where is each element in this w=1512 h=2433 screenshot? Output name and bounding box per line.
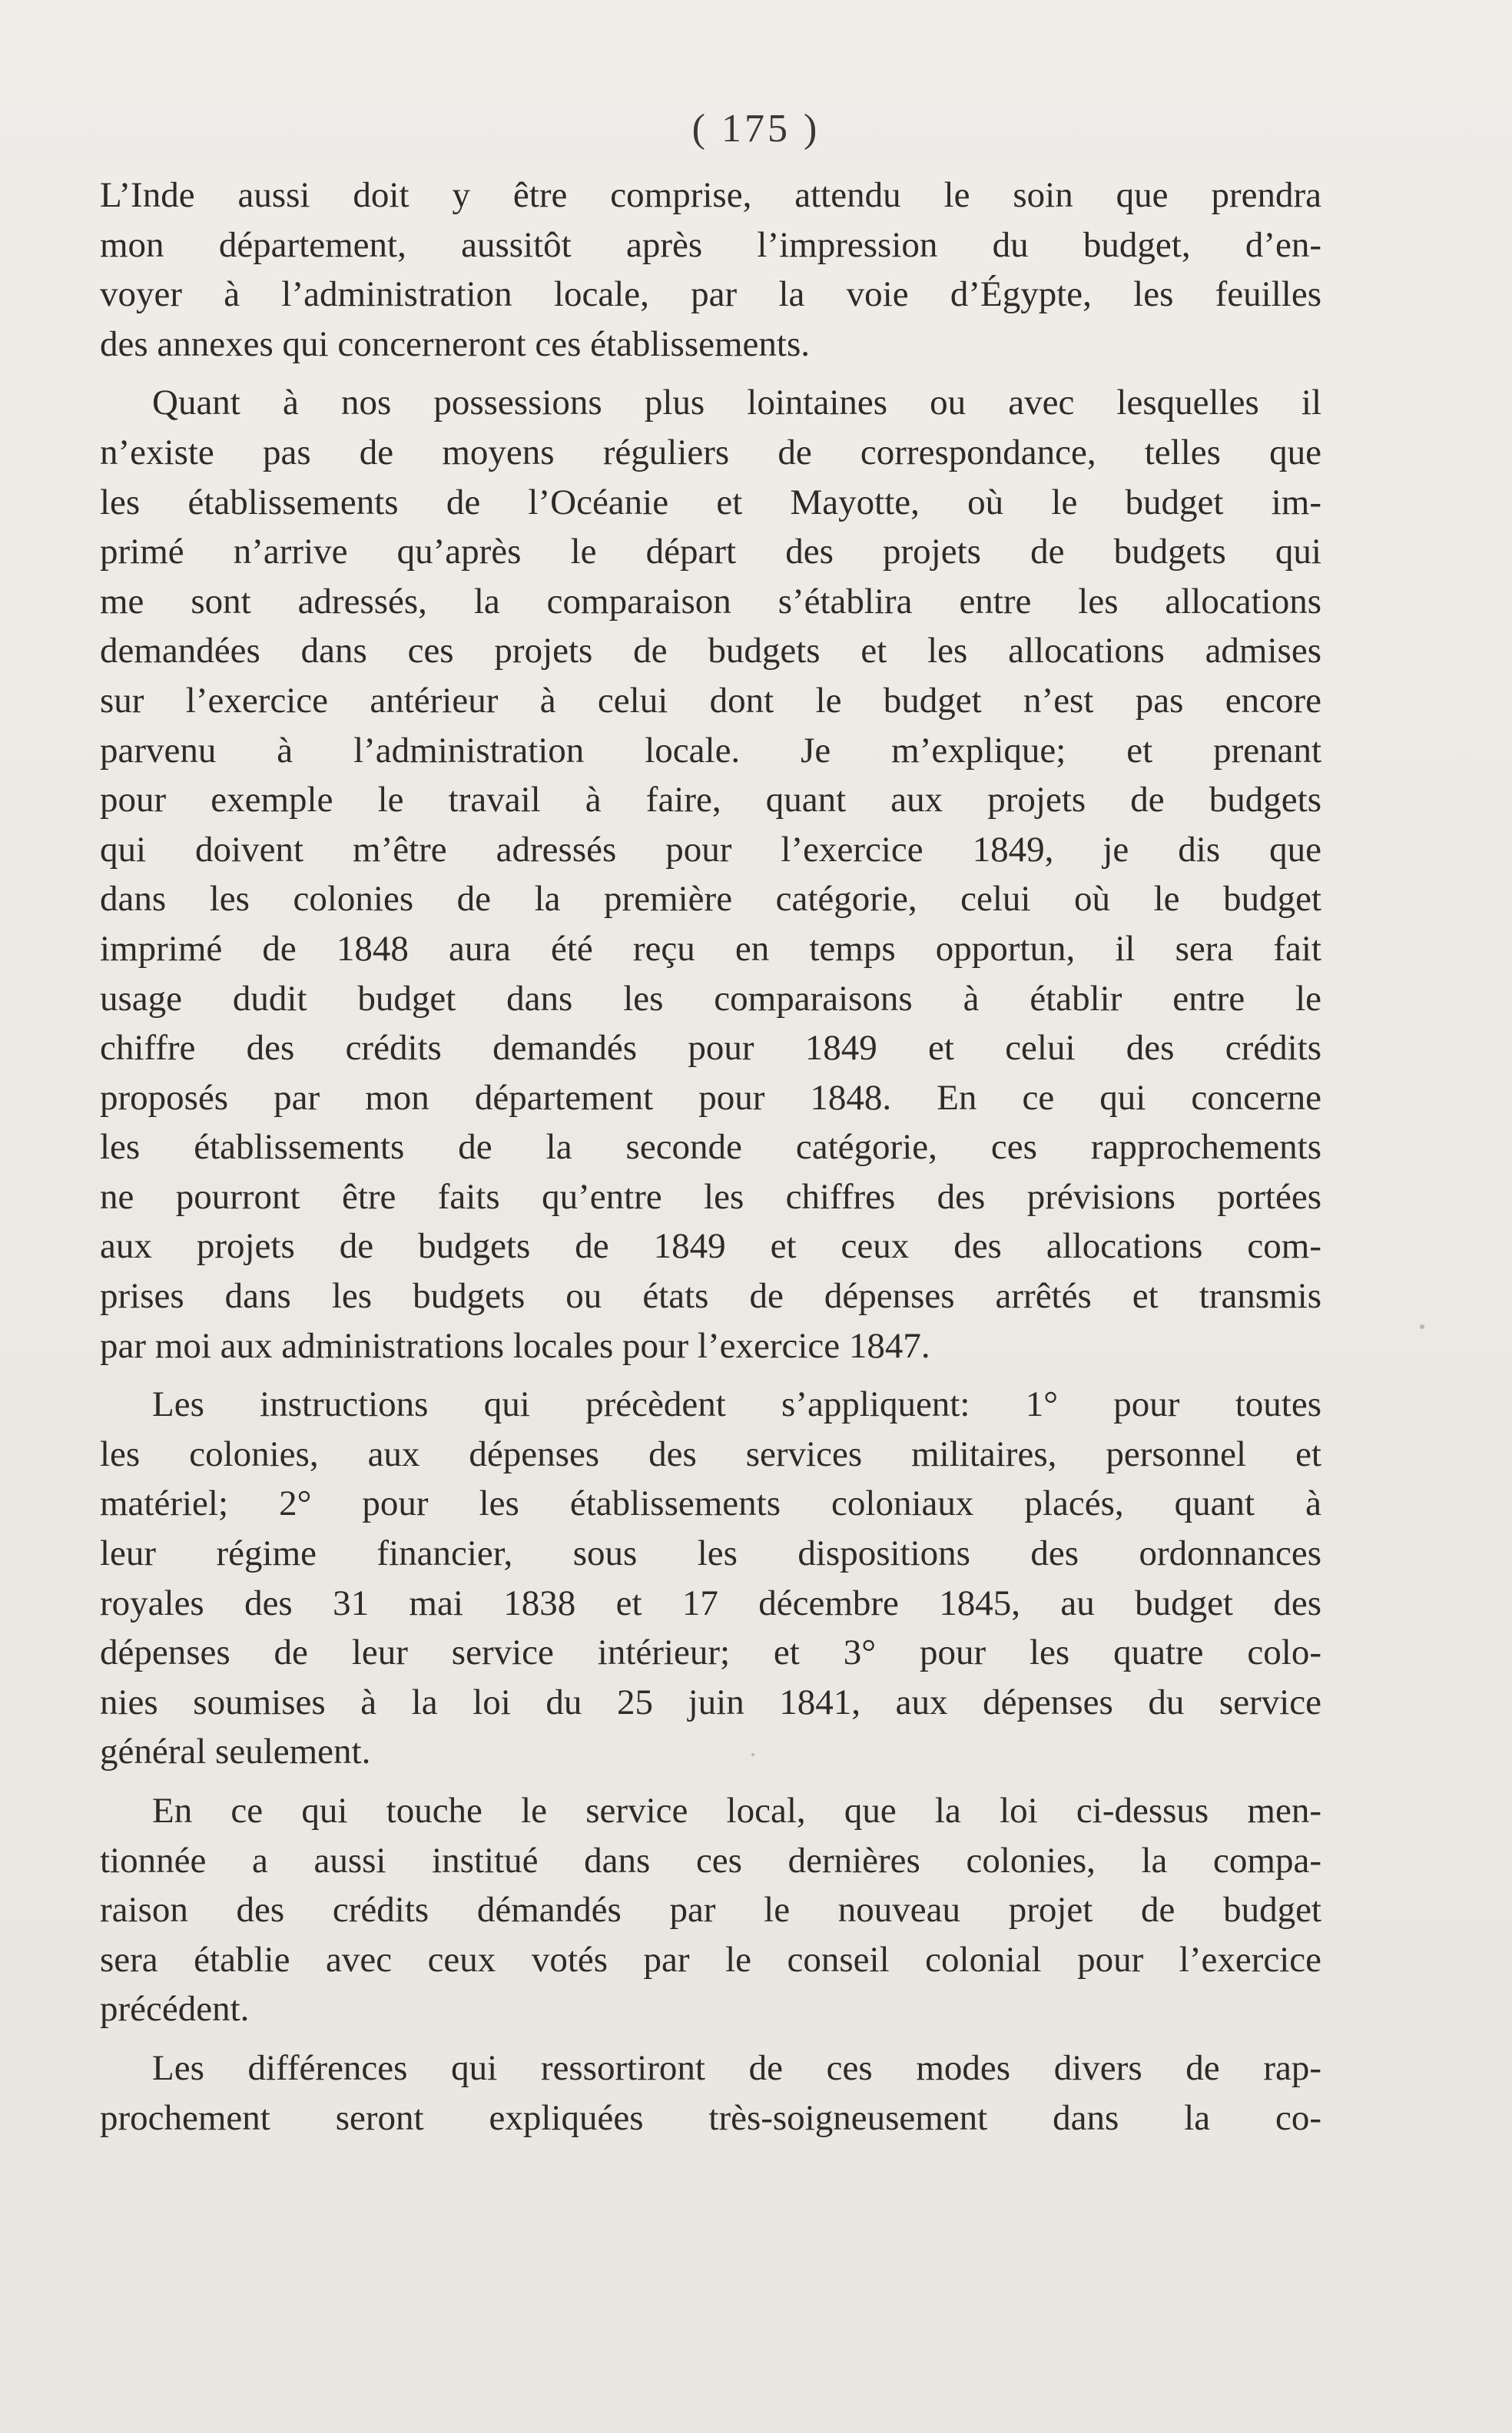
text-line: matériel; 2° pour les établissements coloniaux placés, quant à (100, 1483, 1321, 1524)
text-line: sera établie avec ceux votés par le conseil colonial pour l’exercice (100, 1939, 1321, 1980)
text-line: n’existe pas de moyens réguliers de correspondance, telles que (100, 432, 1321, 472)
text-line: aux projets de budgets de 1849 et ceux des allocations com- (100, 1226, 1321, 1267)
text-line: par moi aux administrations locales pour l’exercice 1847. (100, 1325, 930, 1366)
text-line: qui doivent m’être adressés pour l’exercice 1849, je dis que (100, 829, 1321, 870)
paper-speck (751, 1753, 754, 1756)
text-line: dépenses de leur service intérieur; et 3° pour les quatre colo- (100, 1632, 1321, 1673)
text-line: prochement seront expliquées très-soigneusement dans la co- (100, 2097, 1321, 2138)
text-line: pour exemple le travail à faire, quant aux projets de budgets (100, 780, 1321, 820)
paragraph-2 (100, 378, 1321, 1371)
paper-speck (1420, 1324, 1424, 1329)
text-line: nies soumises à la loi du 25 juin 1841, aux dépenses du service (100, 1682, 1321, 1722)
text-line: parvenu à l’administration locale. Je m’explique; et prenant (100, 730, 1321, 771)
text-line: les établissements de l’Océanie et Mayotte, où le budget im- (100, 482, 1321, 522)
text-line: Quant à nos possessions plus lointaines ou avec lesquelles il (152, 383, 1321, 423)
text-line: précédent. (100, 1989, 250, 2030)
text-line: mon département, aussitôt après l’impression du budget, d’en- (100, 224, 1321, 265)
text-line: leur régime financier, sous les dispositions des ordonnances (100, 1533, 1321, 1574)
text-line: les colonies, aux dépenses des services militaires, personnel et (100, 1434, 1321, 1474)
body-text (100, 171, 1321, 2143)
text-line: chiffre des crédits demandés pour 1849 et celui des crédits (100, 1028, 1321, 1069)
text-line: me sont adressés, la comparaison s’établira entre les allocations (100, 581, 1321, 622)
text-line: imprimé de 1848 aura été reçu en temps opportun, il sera fait (100, 928, 1321, 969)
text-line: Les différences qui ressortiront de ces modes divers de rap- (152, 2047, 1321, 2088)
text-line: tionnée a aussi institué dans ces dernières colonies, la compa- (100, 1840, 1321, 1881)
page-number: ( 175 ) (691, 107, 821, 151)
text-line: des annexes qui concerneront ces établissements. (100, 323, 811, 364)
text-line: général seulement. (100, 1732, 371, 1772)
paragraph-3 (100, 1380, 1321, 1777)
text-line: En ce qui touche le service local, que la loi ci-dessus men- (152, 1791, 1321, 1831)
text-line: L’Inde aussi doit y être comprise, attendu le soin que prendra (100, 175, 1321, 215)
text-line: dans les colonies de la première catégorie, celui où le budget (100, 879, 1321, 920)
text-line: demandées dans ces projets de budgets et les allocations admises (100, 631, 1321, 671)
paragraph-5 (100, 2044, 1321, 2143)
text-line: usage dudit budget dans les comparaisons à établir entre le (100, 978, 1321, 1019)
paragraph-1 (100, 171, 1321, 369)
text-line: primé n’arrive qu’après le départ des projets de budgets qui (100, 532, 1321, 572)
text-line: prises dans les budgets ou états de dépenses arrêtés et transmis (100, 1276, 1321, 1317)
text-line: voyer à l’administration locale, par la voie d’Égypte, les feuilles (100, 274, 1321, 315)
text-line: royales des 31 mai 1838 et 17 décembre 1845, au budget des (100, 1583, 1321, 1623)
text-line: Les instructions qui précèdent s’appliquent: 1° pour toutes (152, 1384, 1321, 1425)
text-line: ne pourront être faits qu’entre les chiffres des prévisions portées (100, 1176, 1321, 1217)
text-line: sur l’exercice antérieur à celui dont le budget n’est pas encore (100, 680, 1321, 721)
text-line: les établissements de la seconde catégorie, ces rapprochements (100, 1127, 1321, 1168)
paragraph-4 (100, 1786, 1321, 2034)
text-line: raison des crédits démandés par le nouveau projet de budget (100, 1890, 1321, 1931)
text-line: proposés par mon département pour 1848. En ce qui concerne (100, 1077, 1321, 1118)
